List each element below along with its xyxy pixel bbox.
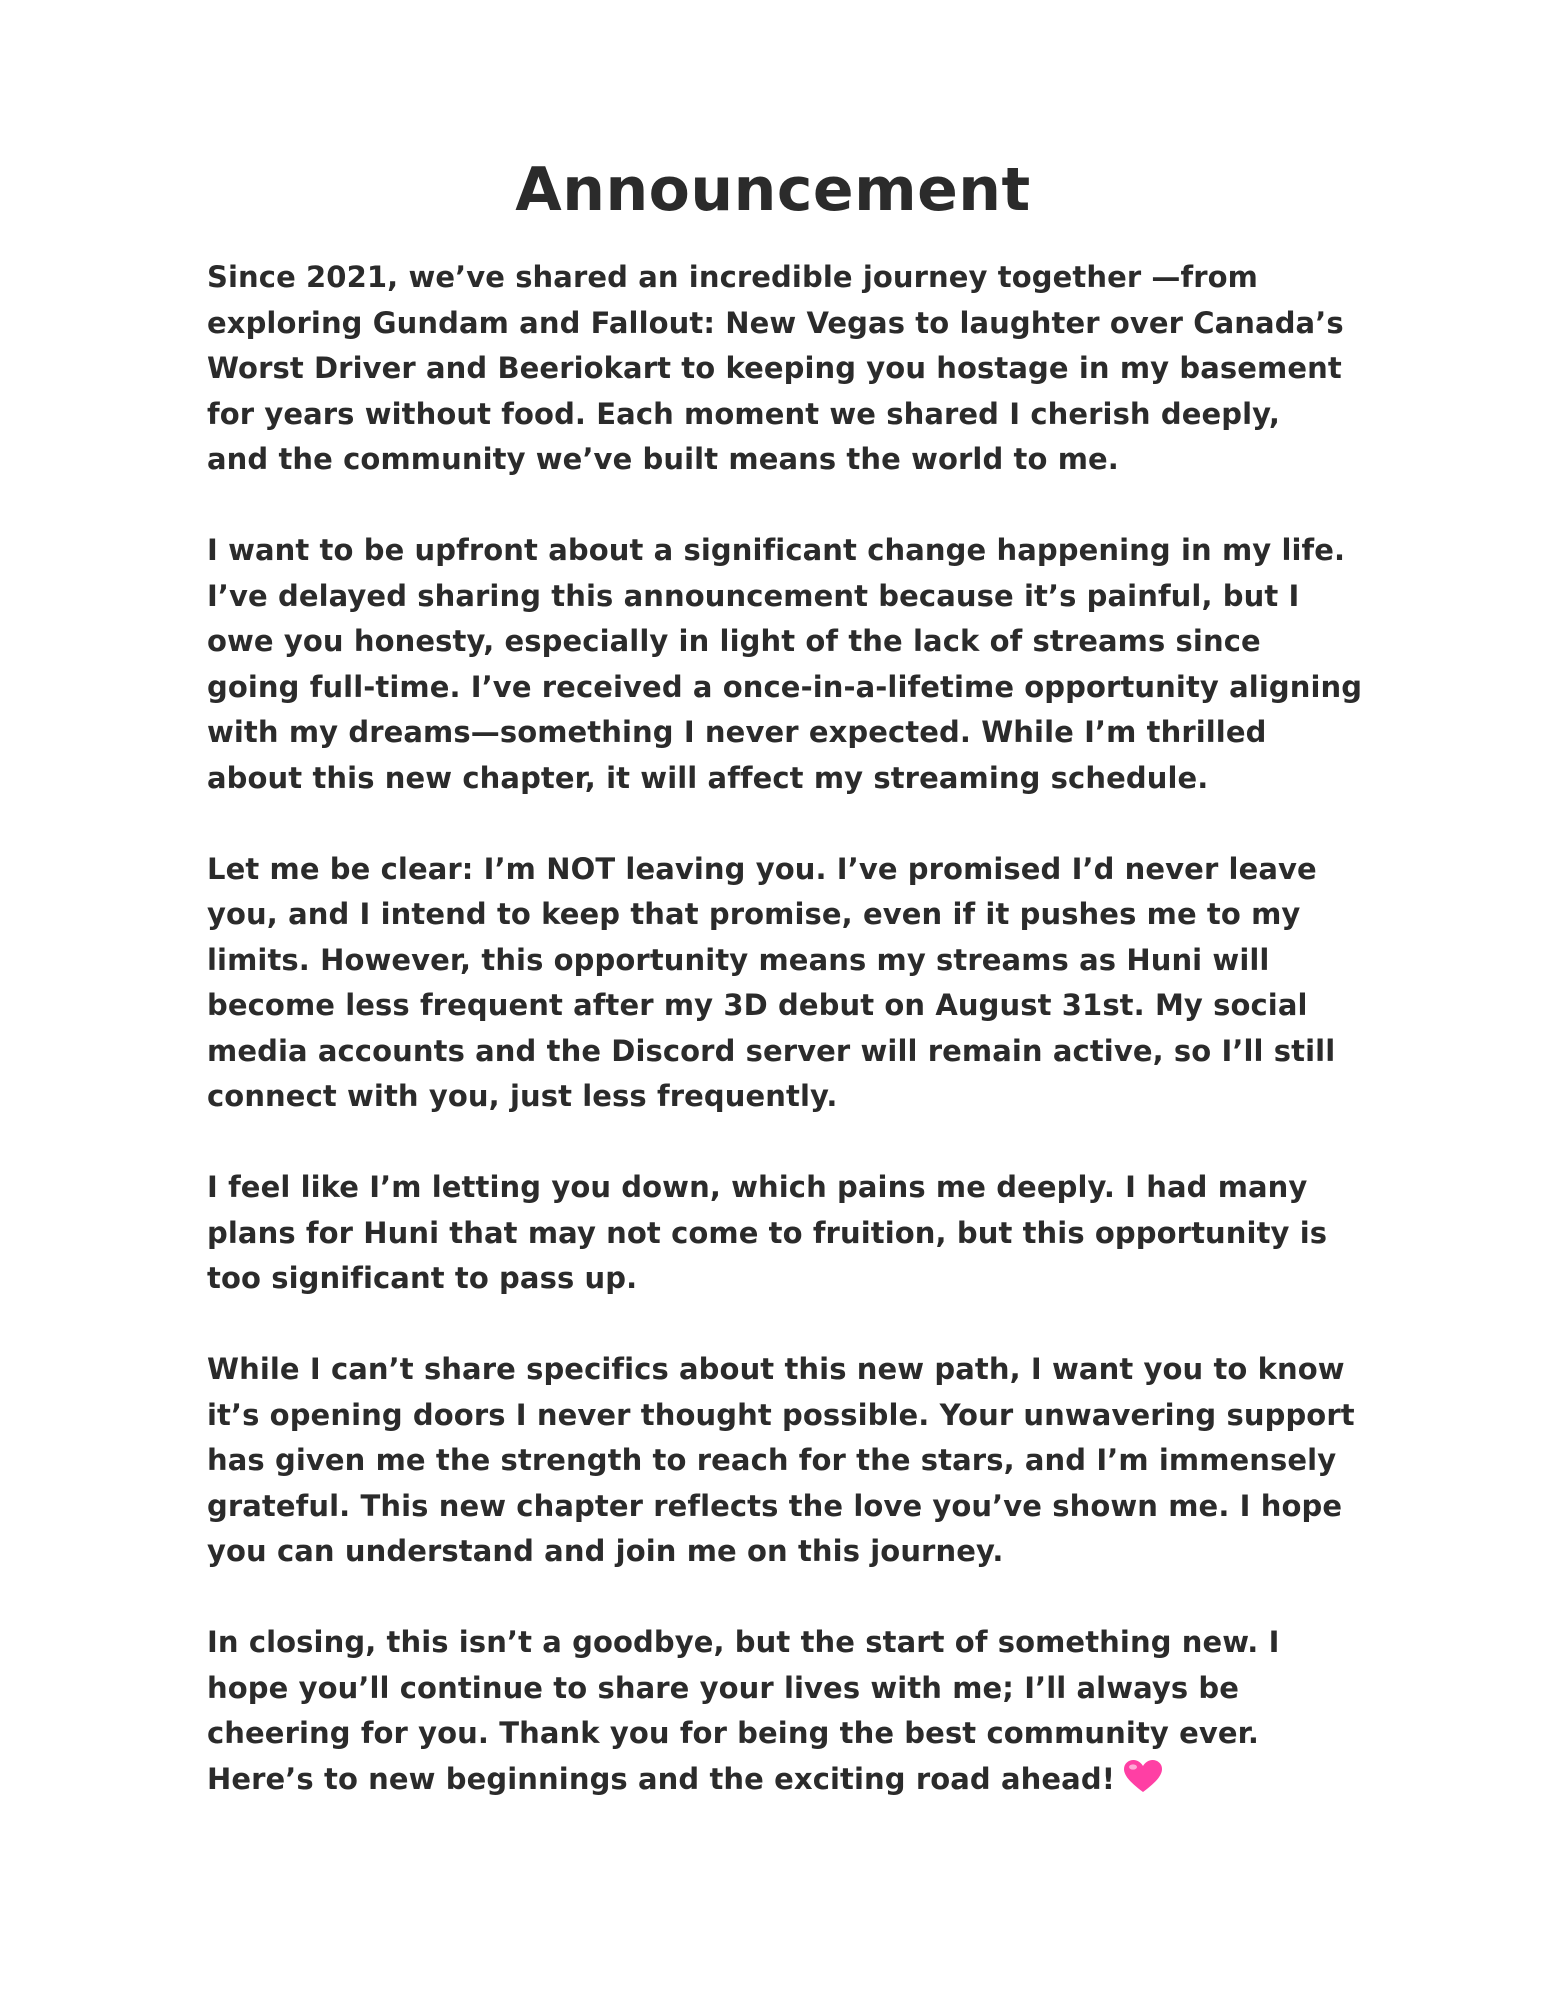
text-line: it’s opening doors I never thought possible. Your unwavering support xyxy=(207,1397,1355,1432)
paragraph-intro xyxy=(207,255,1357,483)
text-line: limits. However, this opportunity means my streams as Huni will xyxy=(207,942,1270,977)
text-line: cheering for you. Thank you for being the best community ever. xyxy=(207,1716,1260,1750)
closing-line xyxy=(207,1757,1357,1807)
text-line: I want to be upfront about a significant change happening in my life. xyxy=(207,533,1346,567)
text-line: you can understand and join me on this journey. xyxy=(207,1534,1004,1568)
text-line: owe you honesty, especially in light of the lack of streams since xyxy=(207,624,1261,658)
text-line: and the community we’ve built means the world to me. xyxy=(207,442,1119,476)
paragraph-not-leaving xyxy=(207,847,1357,1120)
text-line: plans for Huni that may not come to fruition, but this opportunity is xyxy=(207,1215,1328,1250)
text-line: While I can’t share specifics about this new path, I want you to know xyxy=(207,1352,1345,1386)
text-line: hope you’ll continue to share your lives with me; I’ll always be xyxy=(207,1670,1240,1705)
text-line: exploring Gundam and Fallout: New Vegas to laughter over Canada’s xyxy=(207,305,1344,340)
text-line: has given me the strength to reach for the stars, and I’m immensely xyxy=(207,1443,1337,1477)
pink-heart-icon-svg xyxy=(1123,1759,1163,1793)
text-line: Worst Driver and Beeriokart to keeping you hostage in my basement xyxy=(207,351,1342,385)
text-line: going full-time. I’ve received a once-in-a-lifetime opportunity aligning xyxy=(207,669,1363,704)
document-title: Announcement xyxy=(515,155,1031,225)
text-line: I feel like I’m letting you down, which pains me deeply. I had many xyxy=(207,1170,1308,1204)
text-line: too significant to pass up. xyxy=(207,1261,638,1295)
text-line: I’ve delayed sharing this announcement because it’s painful, but I xyxy=(207,578,1300,613)
text-line: you, and I intend to keep that promise, even if it pushes me to my xyxy=(207,897,1301,931)
text-line: for years without food. Each moment we shared I cherish deeply, xyxy=(207,396,1281,431)
text-line: become less frequent after my 3D debut on August 31st. My social xyxy=(207,988,1308,1022)
text-line: In closing, this isn’t a goodbye, but the start of something new. I xyxy=(207,1625,1280,1659)
paragraph-new-path xyxy=(207,1347,1357,1575)
text-line: Let me be clear: I’m NOT leaving you. I’ve promised I’d never leave xyxy=(207,851,1317,886)
text-line: grateful. This new chapter reflects the love you’ve shown me. I hope xyxy=(207,1488,1343,1523)
text-line: connect with you, just less frequently. xyxy=(207,1079,838,1113)
paragraph-change xyxy=(207,528,1363,801)
text-line: Here’s to new beginnings and the exciting road ahead! xyxy=(207,1761,1116,1796)
pink-heart-icon xyxy=(1123,1759,1163,1807)
text-line: Since 2021, we’ve shared an incredible journey together —from xyxy=(207,260,1258,294)
text-line: with my dreams—something I never expected. While I’m thrilled xyxy=(207,715,1267,749)
document-body xyxy=(207,255,1363,1852)
text-line: media accounts and the Discord server will remain active, so I’ll still xyxy=(207,1033,1336,1068)
paragraph-closing xyxy=(207,1620,1357,1806)
paragraph-letting-down xyxy=(207,1165,1357,1302)
text-line: about this new chapter, it will affect my streaming schedule. xyxy=(207,760,1209,795)
